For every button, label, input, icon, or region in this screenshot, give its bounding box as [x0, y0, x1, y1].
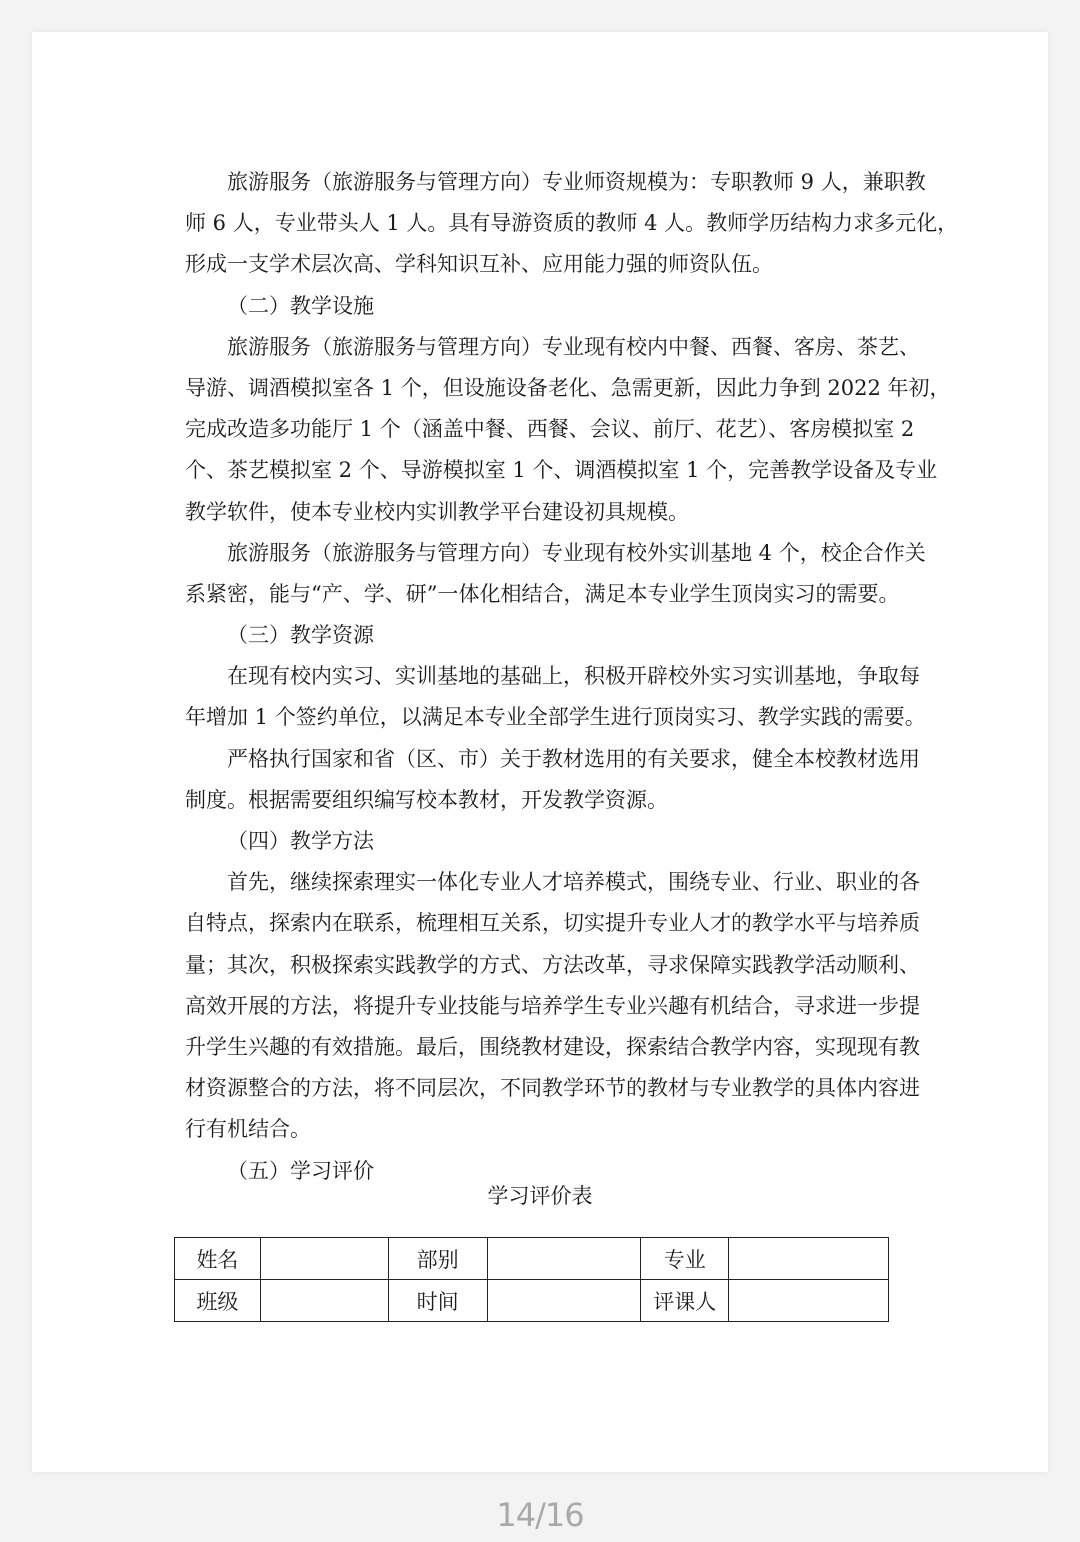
paragraph-line: 完成改造多功能厅 1 个（涵盖中餐、西餐、会议、前厅、花艺）、客房模拟室 2: [185, 417, 915, 442]
table-cell-label: 时间: [388, 1280, 487, 1322]
paragraph-line: 材资源整合的方法，将不同层次，不同教学环节的教材与专业教学的具体内容进: [185, 1076, 920, 1101]
section-heading: （四）教学方法: [227, 829, 374, 853]
paragraph-line: 形成一支学术层次高、学科知识互补、应用能力强的师资队伍。: [185, 252, 773, 277]
paragraph-line: 旅游服务（旅游服务与管理方向）专业现有校外实训基地 4 个，校企合作关: [227, 540, 926, 565]
paragraph-line: 导游、调酒模拟室各 1 个，但设施设备老化、急需更新，因此力争到 2022 年初，: [185, 375, 951, 400]
table-cell-value: [260, 1280, 388, 1322]
table-title: 学习评价表: [487, 1184, 593, 1208]
table-cell-value: [729, 1280, 889, 1322]
paragraph-line: 高效开展的方法，将提升专业技能与培养学生专业兴趣有机结合，寻求进一步提: [185, 993, 920, 1018]
table-cell-label: 班级: [175, 1280, 261, 1322]
paragraph-line: 系紧密，能与“产、学、研”一体化相结合，满足本专业学生顶岗实习的需要。: [185, 581, 900, 606]
table-row: [175, 1238, 889, 1280]
paragraph-line: 旅游服务（旅游服务与管理方向）专业师资规模为：专职教师 9 人，兼职教: [227, 170, 926, 194]
paragraph-line: 个、茶艺模拟室 2 个、导游模拟室 1 个、调酒模拟室 1 个，完善教学设备及专业: [185, 458, 938, 483]
table-cell-value: [729, 1238, 889, 1280]
paragraph-line: 自特点，探索内在联系，梳理相互关系，切实提升专业人才的教学水平与培养质: [185, 911, 920, 936]
section-heading: （五）学习评价: [227, 1158, 374, 1183]
document-body: [185, 162, 959, 1192]
table-cell-label: 姓名: [175, 1238, 261, 1280]
paragraph-line: 师 6 人，专业带头人 1 人。具有导游资质的教师 4 人。教师学历结构力求多元化，: [185, 211, 959, 236]
table-cell-value: [487, 1238, 641, 1280]
paragraph-line: 首先，继续探索理实一体化专业人才培养模式，围绕专业、行业、职业的各: [227, 870, 920, 895]
table-cell-label: 评课人: [641, 1280, 729, 1322]
paragraph-line: 严格执行国家和省（区、市）关于教材选用的有关要求，健全本校教材选用: [227, 746, 920, 771]
page-indicator: 14/16: [496, 1496, 584, 1534]
table-row: [175, 1280, 889, 1322]
section-heading: （三）教学资源: [227, 623, 374, 648]
table-cell-value: [487, 1280, 641, 1322]
paragraph-line: 年增加 1 个签约单位，以满足本专业全部学生进行顶岗实习、教学实践的需要。: [185, 705, 926, 730]
evaluation-table: [174, 1237, 889, 1322]
paragraph-line: 行有机结合。: [185, 1117, 311, 1142]
paragraph-line: 制度。根据需要组织编写校本教材，开发教学资源。: [185, 787, 668, 812]
table-cell-label: 专业: [641, 1238, 729, 1280]
paragraph-line: 在现有校内实习、实训基地的基础上，积极开辟校外实习实训基地，争取每: [227, 664, 920, 689]
table-cell-value: [260, 1238, 388, 1280]
section-heading: （二）教学设施: [227, 293, 374, 318]
paragraph-line: 教学软件，使本专业校内实训教学平台建设初具规模。: [185, 499, 689, 524]
document-page: [32, 32, 1048, 1472]
table-cell-label: 部别: [388, 1238, 487, 1280]
paragraph-line: 量；其次，积极探索实践教学的方式、方法改革，寻求保障实践教学活动顺利、: [185, 952, 920, 977]
paragraph-line: 旅游服务（旅游服务与管理方向）专业现有校内中餐、西餐、客房、茶艺、: [227, 334, 920, 359]
paragraph-line: 升学生兴趣的有效措施。最后，围绕教材建设，探索结合教学内容，实现现有教: [185, 1034, 920, 1059]
